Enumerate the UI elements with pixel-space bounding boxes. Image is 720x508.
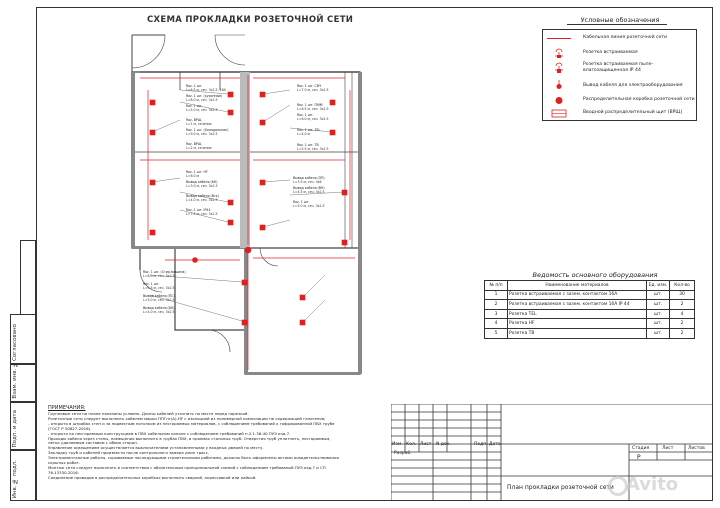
- annotation-line: L=5.0 м, сеч. 3x2.5: [293, 204, 325, 208]
- table-cell: Розетка HF: [508, 319, 647, 329]
- table-cell: 2: [670, 319, 695, 329]
- stamp-stage-header: Листов: [688, 446, 705, 451]
- stamp-developer: Разраб.: [394, 451, 412, 456]
- table-row: [485, 328, 695, 338]
- room-annotation: [186, 142, 212, 150]
- side-cell-replace: [10, 361, 36, 402]
- watermark-logo-icon: [608, 476, 628, 496]
- legend-label: Розетка встраиваемая: [583, 50, 638, 55]
- table-row: [485, 290, 695, 300]
- annotation-line: L=5.0 м, сеч. 3x2.5: [186, 108, 218, 112]
- note-line: 76.13330.2016.: [48, 470, 79, 475]
- annotation-line: Roz. 1 шт. (Холодильник): [186, 128, 229, 132]
- annotation-line: Roz. 1 шт. (кухонные): [186, 94, 223, 98]
- legend-label: Кабельная линия розеточной сети: [583, 35, 668, 40]
- annotation-line: L=4.0 м, сеч. 3x2.5: [143, 310, 175, 314]
- table-cell: шт.: [647, 328, 670, 338]
- table-header: Ед. изм.: [647, 281, 670, 291]
- note-line: Розеточные сети следует выполнить кабелем марки ППГнг(А)-HF с изоляцией из полимерной композиции не содержащей галогенов;: [48, 416, 326, 421]
- side-label: Инв. № подл.: [12, 459, 18, 498]
- room-annotation: [186, 118, 212, 126]
- annotation-line: L=7.0 м, сеч. 3x2.5: [297, 88, 329, 92]
- legend-label: Розетка встраиваемая пыле-влагозащищенная IP 44: [583, 62, 654, 73]
- legend: [542, 29, 697, 121]
- equipment-title: Ведомость основного оборудования: [532, 271, 658, 279]
- annotation-line: L=8.0 м, сеч. 3x2.5: [143, 274, 175, 278]
- note-line: Соединение проводов в распределительных коробках выполнить сваркой, опрессовкой или пайкой.: [48, 475, 257, 480]
- junction-box-icon: [545, 94, 573, 107]
- room-annotation: [186, 170, 208, 178]
- annotation-line: Вывод кабеля (БК): [186, 180, 218, 184]
- table-cell: 2: [670, 300, 695, 310]
- room-annotation: [293, 176, 325, 184]
- note-line: Групповые сети на плане показаны условно. Длины кабелей уточнить на месте перед нарезкой.: [48, 412, 249, 416]
- table-cell: 2: [485, 300, 508, 310]
- table-cell: шт.: [647, 309, 670, 319]
- annotation-line: Roz. 1 шт. (Стир.машина): [143, 270, 186, 274]
- table-header-row: [485, 281, 695, 291]
- notes-title: ПРИМЕЧАНИЯ:: [48, 405, 86, 411]
- cable-output-icon: [545, 80, 573, 93]
- room-annotation: [297, 128, 320, 136]
- note-line: (ГОСТ Р 50827-2016).: [48, 426, 92, 431]
- table-cell: Розетка встраиваемая с зазем. контактом 16А IP 44: [508, 300, 647, 310]
- annotation-line: L=8.5 м, сеч. 3x2.5: [297, 107, 329, 111]
- stamp-header-cell: Дата: [489, 442, 501, 447]
- annotation-line: L=6.5 м, сеч. 3x2.5: [143, 286, 175, 290]
- annotation-line: L=7.5 м, сеч. 3x2.5: [186, 212, 218, 216]
- annotation-line: L=9.0 м, сеч. 3x2.5: [186, 132, 218, 136]
- annotation-line: Вывод кабеля (ЭП): [293, 176, 325, 180]
- annotation-line: Roz. 1 шт. IP44: [186, 208, 211, 212]
- annotation-line: L=4.0 м, сеч. 3x2.5: [186, 198, 218, 202]
- room-annotation: [293, 200, 325, 208]
- room-annotation: [186, 180, 218, 188]
- room-annotation: [186, 94, 222, 102]
- annotation-line: Roz. 1 шт.: [297, 113, 314, 117]
- annotation-line: Вывод кабеля (ВН): [293, 186, 325, 190]
- table-cell: 2: [670, 328, 695, 338]
- annotation-line: L=6.5 м, сеч. 3x2.5, 16А: [186, 88, 226, 92]
- annotation-line: Вывод кабеля (Вск): [186, 194, 219, 198]
- annotation-line: Roz. ВРЩ: [186, 118, 202, 122]
- annotation-line: L=3.0 м, сеч. 3x2.5: [186, 184, 218, 188]
- annotation-line: L=6.0 м, сеч. 3x2.5: [297, 117, 329, 121]
- room-annotation: [143, 294, 175, 302]
- annotation-line: Roz. 1 шт.: [293, 200, 310, 204]
- annotation-line: L=5.0 м, сеч. 3x2.5: [143, 298, 175, 302]
- note-line: Монтаж сети следует выполнять в соответствии с обязательным принципиальной схемой с соблюдением требований ПУЭ изд.7 и СП: [48, 465, 326, 470]
- annotation-line: L=4.0 м: [297, 132, 310, 136]
- legend-label: Распределительная коробка розеточной сети: [583, 97, 695, 102]
- side-cell-sign: [10, 402, 36, 450]
- note-line: Управление освещением осуществляется выключателями установленными у входных дверей по месту.: [48, 446, 264, 451]
- legend-title: Условные обозначения: [580, 16, 660, 24]
- socket-icon: [545, 47, 573, 60]
- table-cell: шт.: [647, 290, 670, 300]
- table-cell: шт.: [647, 319, 670, 329]
- stamp-stage-value: Р: [637, 454, 641, 461]
- table-row: [485, 309, 695, 319]
- annotation-line: L=6.0 м: [186, 174, 199, 178]
- side-strip-upper: [20, 240, 36, 314]
- note-line: Проходы кабеля через стены, помещения выполнить в трубах ПВХ, в проемах стальных труб. Отверстия труб уплотнить, несгораемым,: [48, 436, 331, 441]
- table-cell: 4: [670, 309, 695, 319]
- legend-item: [543, 94, 698, 107]
- annotation-line: L=3.5 м, сеч. 3x6: [293, 180, 322, 184]
- table-header: Наименование материалов: [508, 281, 647, 291]
- room-annotation: [297, 113, 329, 121]
- annotation-line: L=5.5 м, сеч. 3x2.5: [297, 147, 329, 151]
- notes: [48, 412, 378, 481]
- legend-item: [543, 107, 698, 120]
- annotation-line: L=2 м, сечение: [186, 146, 212, 150]
- annotation-line: Вывод кабеля (ПС): [143, 294, 175, 298]
- legend-item: [543, 47, 698, 60]
- annotation-line: Roz. ВРЩ: [186, 142, 202, 146]
- table-header: Кол-во: [670, 281, 695, 291]
- note-line: - открыто в штрабах стен и за подвесным потолком из несгораемых материалов, с соблюдением требований к гофрированной ПВХ трубе: [48, 421, 335, 426]
- room-annotation: [297, 103, 329, 111]
- annotation-line: Roz. 1 шт. TEL: [297, 128, 321, 132]
- room-annotation: [186, 194, 219, 202]
- stamp-header-cell: Изм: [392, 442, 402, 447]
- legend-item: [543, 80, 698, 93]
- stamp-stage-header: Стадия: [632, 446, 650, 451]
- legend-label: Вводной распределительный щит (ВРЩ): [583, 110, 683, 115]
- room-annotation: [186, 104, 218, 112]
- table-cell: 3: [485, 309, 508, 319]
- sheet-title: План прокладки розеточной сети: [507, 484, 614, 491]
- side-strip: [10, 240, 36, 501]
- legend-item: [543, 32, 698, 45]
- room-annotation: [186, 208, 218, 216]
- annotation-line: L=8.0 м, сеч. 3x2.5: [186, 98, 218, 102]
- table-cell: шт.: [647, 300, 670, 310]
- side-cell-inv: [10, 450, 36, 501]
- table-cell: Розетка встраиваемая с зазем. контактом 16А: [508, 290, 647, 300]
- table-cell: Розетка TEL: [508, 309, 647, 319]
- table-cell: 1: [485, 290, 508, 300]
- stamp-header-cell: Кол.: [406, 442, 417, 447]
- room-annotation: [143, 282, 175, 290]
- table-cell: 4: [485, 319, 508, 329]
- room-annotation: [297, 84, 329, 92]
- table-cell: 5: [485, 328, 508, 338]
- annotation-line: Roz. 1 шт. ПММ: [297, 103, 323, 107]
- room-annotation: [297, 143, 329, 151]
- stamp-header-cell: Подп.: [474, 442, 488, 447]
- floor-plan: [120, 30, 380, 375]
- table-row: [485, 319, 695, 329]
- table-row: [485, 300, 695, 310]
- legend-title-underline: [567, 24, 667, 25]
- room-annotation: [186, 84, 226, 92]
- stamp-stage-header: Лист: [662, 446, 674, 451]
- annotation-line: Roz. 1 шт. HF: [186, 170, 208, 174]
- side-cell-agreed: [10, 314, 36, 364]
- side-label: Согласовано: [12, 324, 18, 361]
- drawing-title: СХЕМА ПРОКЛАДКИ РОЗЕТОЧНОЙ СЕТИ: [147, 15, 354, 25]
- side-label: Взам. инв. №: [12, 361, 18, 399]
- legend-label: Вывод кабеля для электрооборудования: [583, 83, 683, 88]
- side-label: Подп. и дата: [12, 409, 18, 447]
- annotation-line: Вывод кабеля (БК): [143, 306, 175, 310]
- annotation-line: Roz. 1 шт.: [143, 282, 160, 286]
- annotation-line: L=4.5 м, сеч. 3x2.5: [293, 190, 325, 194]
- note-line: скрытых работ.: [48, 461, 81, 466]
- annotation-line: Roz. 1 шт. СВЧ: [297, 84, 322, 88]
- room-annotation: [143, 270, 186, 278]
- annotation-line: L=1 м, сечение: [186, 122, 212, 126]
- stamp-header-cell: N док.: [436, 442, 451, 447]
- annotation-line: Roz. 1 шт.: [186, 104, 203, 108]
- note-line: легко удаляемым составом с обеих сторон.: [48, 441, 138, 446]
- equipment-table: [484, 280, 695, 339]
- table-cell: Розетка ТВ: [508, 328, 647, 338]
- note-line: - открыто по несгораемым конструкциям в ПВХ кабельном канале с соблюдением требований п.2.1.36-40 ПУЭ изд.7.: [48, 431, 291, 436]
- line-icon: [545, 32, 573, 45]
- watermark: Avito: [626, 474, 679, 495]
- note-line: Закладку труб и кабелей произвести после контрольного замера длин трасс.: [48, 451, 210, 456]
- switchboard-icon: [545, 107, 573, 120]
- room-annotation: [143, 306, 175, 314]
- legend-item: [543, 61, 698, 79]
- annotation-line: Roz. 1 шт.: [186, 84, 203, 88]
- socket-ip44-icon: [545, 61, 573, 74]
- table-header: № п/п: [485, 281, 508, 291]
- room-annotation: [186, 128, 228, 136]
- stamp-header-cell: Лист: [420, 442, 432, 447]
- room-annotation: [293, 186, 325, 194]
- table-cell: 30: [670, 290, 695, 300]
- annotation-line: Roz. 1 шт. ТВ: [297, 143, 319, 147]
- note-line: Электромонтажные работы, скрываемые последующими строительными работами, должны быть оформлены актами освидетельствования: [48, 456, 339, 461]
